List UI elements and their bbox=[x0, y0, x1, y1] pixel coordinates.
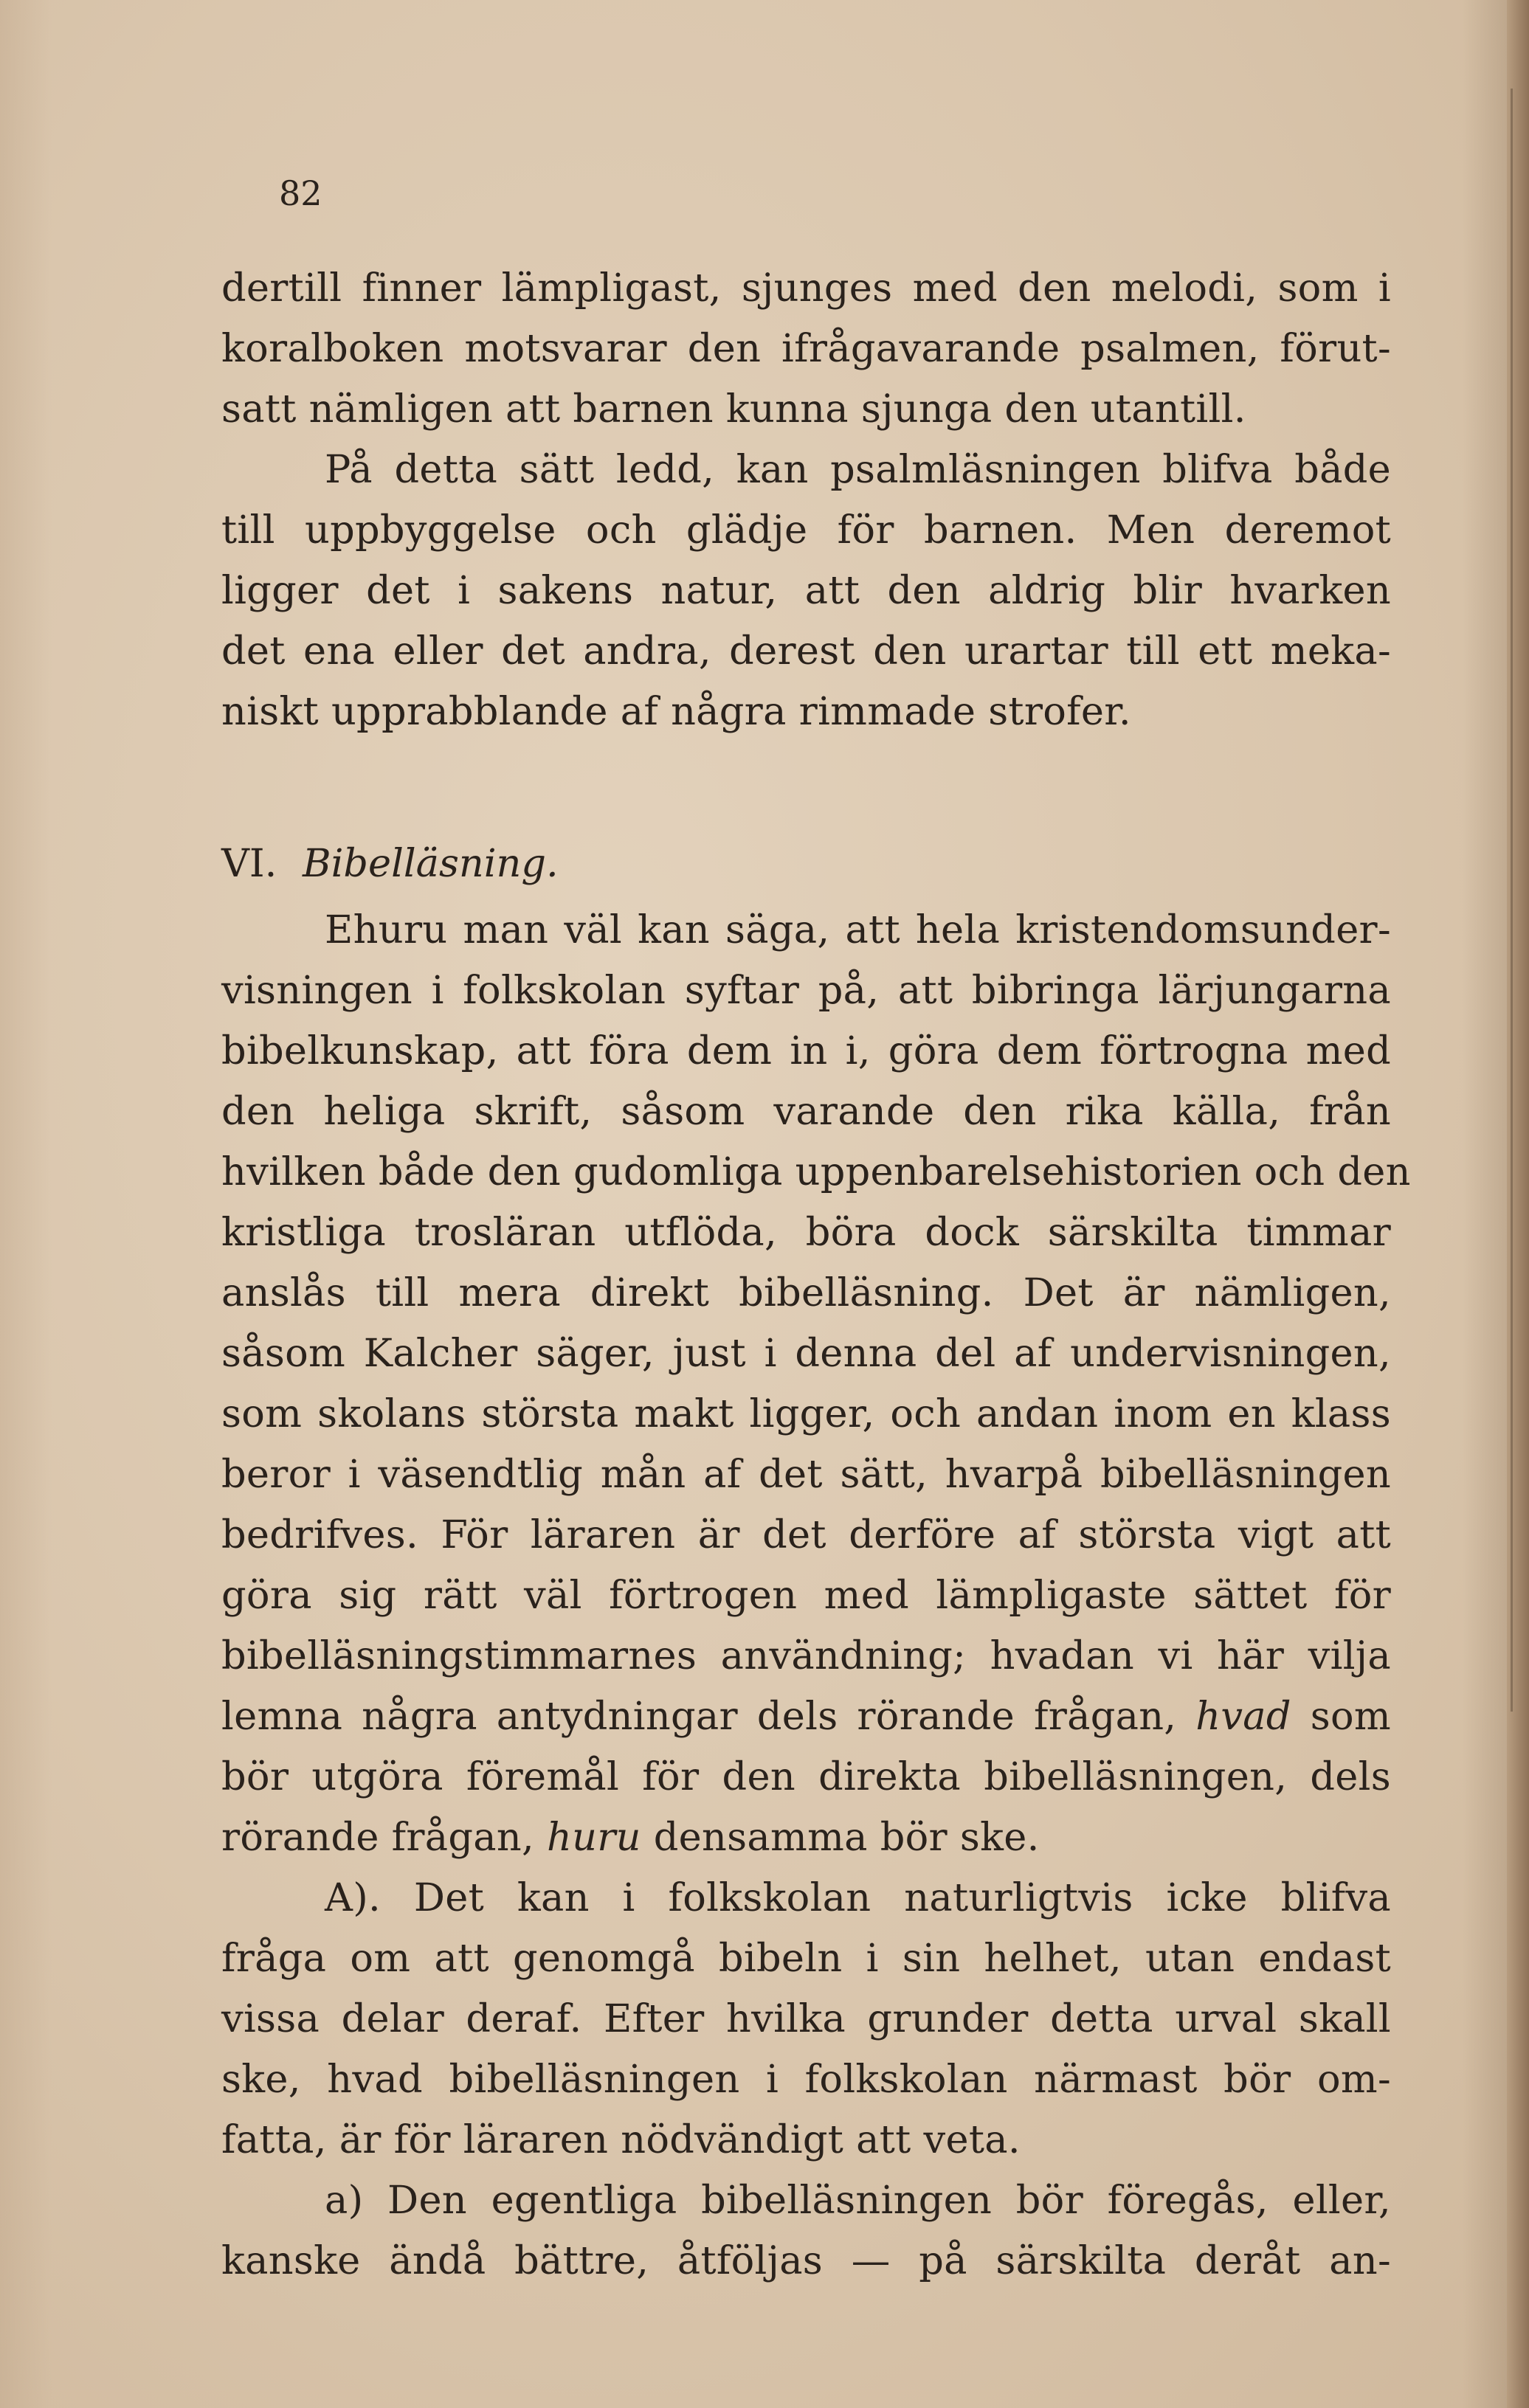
text-fragment: densamma bör ske. bbox=[653, 1815, 1040, 1860]
text-line: bibelläsningstimmarnes användning; hvadan vi här vilja bbox=[221, 1633, 1391, 1678]
text-line: såsom Kalcher säger, just i denna del af undervisningen, bbox=[221, 1331, 1391, 1376]
text-line: kanske ändå bättre, åtföljas — på särskilta deråt an- bbox=[221, 2238, 1391, 2283]
text-line: Ehuru man väl kan säga, att hela kristendomsunder- bbox=[325, 907, 1391, 952]
text-line: ske, hvad bibelläsningen i folkskolan närmast bör om- bbox=[221, 2057, 1391, 2102]
text-line bbox=[221, 1686, 1391, 1747]
text-line: dertill finner lämpligast, sjunges med den melodi, som i bbox=[221, 266, 1391, 311]
text-line: bör utgöra föremål för den direkta bibelläsningen, dels bbox=[221, 1754, 1391, 1799]
page-number: 82 bbox=[279, 173, 322, 213]
paragraph bbox=[221, 258, 1391, 440]
text-line: koralboken motsvarar den ifrågavarande psalmen, förut- bbox=[221, 326, 1391, 371]
section-title: Bibelläsning. bbox=[303, 841, 559, 886]
text-line: niskt upprabblande af några rimmade strofer. bbox=[221, 689, 1131, 734]
section-number: VI. bbox=[221, 841, 277, 886]
text-line: ligger det i sakens natur, att den aldrig blir hvarken bbox=[221, 568, 1391, 613]
text-line: vissa delar deraf. Efter hvilka grunder detta urval skall bbox=[221, 1996, 1391, 2041]
text-line bbox=[221, 1807, 1391, 1868]
section-heading bbox=[221, 831, 1391, 897]
text-line: beror i väsendtlig mån af det sätt, hvarpå bibelläsningen bbox=[221, 1452, 1391, 1497]
text-line: fråga om att genomgå bibeln i sin helhet, utan endast bbox=[221, 1936, 1391, 1981]
text-fragment: rörande frågan, bbox=[221, 1815, 535, 1860]
text-line: göra sig rätt väl förtrogen med lämpligaste sättet för bbox=[221, 1573, 1391, 1618]
page-edge-line bbox=[1511, 89, 1513, 1712]
text-line: A). Det kan i folkskolan naturligtvis icke blifva bbox=[325, 1875, 1391, 1920]
text-line: det ena eller det andra, derest den urartar till ett meka- bbox=[221, 629, 1391, 674]
text-line: hvilken både den gudomliga uppenbarelsehistorien och den bbox=[221, 1149, 1411, 1194]
italic-word: huru bbox=[547, 1815, 641, 1860]
text-line: fatta, är för läraren nödvändigt att veta. bbox=[221, 2117, 1021, 2162]
text-line: till uppbyggelse och glädje för barnen. Men deremot bbox=[221, 508, 1391, 553]
body-text bbox=[221, 258, 1411, 2291]
text-line: satt nämligen att barnen kunna sjunga den utantill. bbox=[221, 387, 1246, 432]
text-line: kristliga trosläran utflöda, böra dock särskilta timmar bbox=[221, 1210, 1391, 1255]
paragraph bbox=[221, 1868, 1391, 2170]
text-line: visningen i folkskolan syftar på, att bibringa lärjungarna bbox=[221, 968, 1391, 1013]
text-line: bedrifves. För läraren är det derföre af största vigt att bbox=[221, 1512, 1391, 1557]
paragraph bbox=[221, 900, 1411, 1868]
text-line: som skolans största makt ligger, och andan inom en klass bbox=[221, 1391, 1391, 1436]
text-fragment: som bbox=[1310, 1694, 1391, 1739]
text-fragment: lemna några antydningar dels rörande frågan, bbox=[221, 1694, 1177, 1739]
text-line: den heliga skrift, såsom varande den rika källa, från bbox=[221, 1089, 1391, 1134]
text-line: bibelkunskap, att föra dem in i, göra dem förtrogna med bbox=[221, 1028, 1391, 1073]
paragraph bbox=[221, 440, 1391, 742]
text-line: a) Den egentliga bibelläsningen bör föregås, eller, bbox=[325, 2178, 1391, 2223]
italic-word: hvad bbox=[1195, 1694, 1291, 1739]
text-line: anslås till mera direkt bibelläsning. Det är nämligen, bbox=[221, 1270, 1391, 1315]
text-line: På detta sätt ledd, kan psalmläsningen blifva både bbox=[325, 447, 1391, 492]
paragraph bbox=[221, 2170, 1391, 2291]
